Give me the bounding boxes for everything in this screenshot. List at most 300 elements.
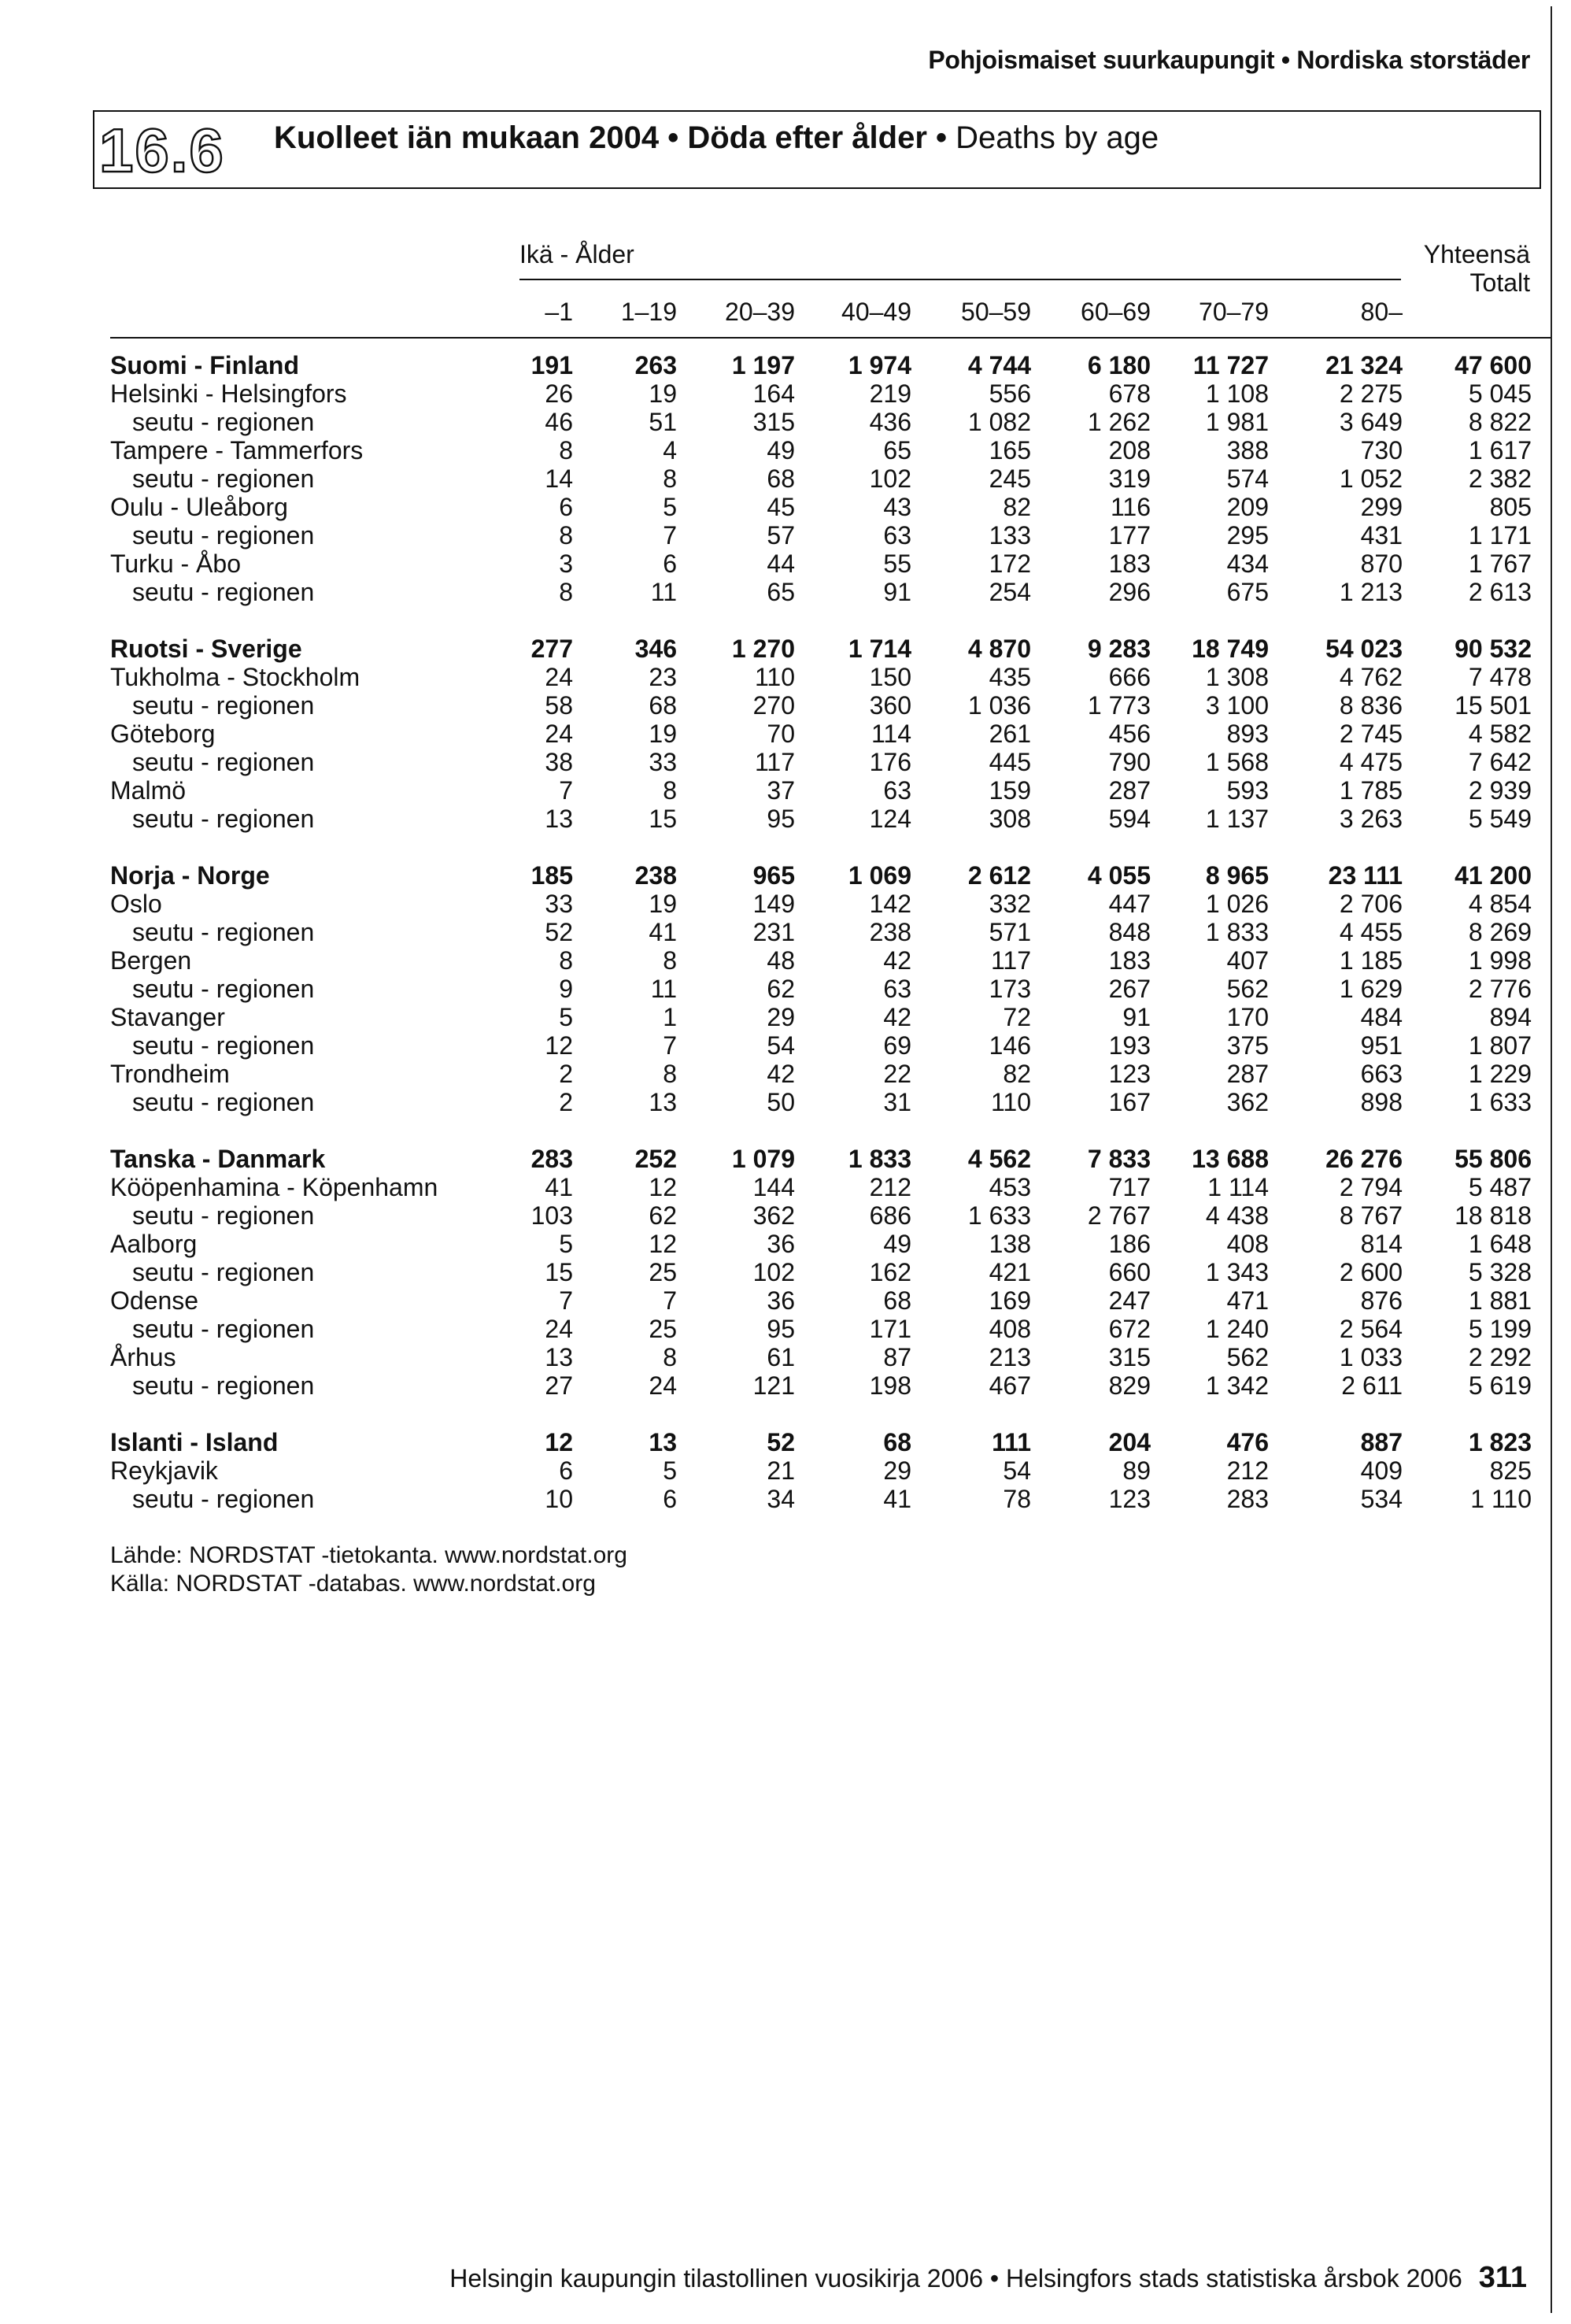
- table-cell: 254: [989, 578, 1031, 606]
- row-label: seutu - regionen: [132, 1088, 315, 1116]
- table-cell: 436: [869, 408, 911, 436]
- table-cell: 1 342: [1205, 1371, 1269, 1400]
- table-cell: 360: [869, 691, 911, 720]
- table-cell: 431: [1360, 521, 1403, 550]
- table-cell: 133: [989, 521, 1031, 550]
- column-header: 50–59: [961, 298, 1031, 326]
- page-number: 311: [1478, 2261, 1527, 2294]
- table-cell: 556: [989, 379, 1031, 408]
- table-cell: 52: [545, 918, 573, 946]
- table-cell: 1 714: [848, 635, 911, 663]
- table-cell: 308: [989, 805, 1031, 833]
- table-cell: 219: [869, 379, 911, 408]
- table-cell: 894: [1489, 1003, 1532, 1031]
- table-cell: 11 727: [1192, 351, 1269, 379]
- table-row: [0, 379, 1571, 408]
- table-cell: 2 611: [1341, 1371, 1403, 1400]
- table-cell: 825: [1489, 1456, 1532, 1485]
- table-number: 16.6: [99, 116, 225, 185]
- table-cell: 4 455: [1339, 918, 1403, 946]
- table-cell: 594: [1108, 805, 1151, 833]
- table-cell: 571: [989, 918, 1031, 946]
- page-footer: [449, 2261, 1527, 2295]
- table-cell: 2 706: [1339, 890, 1403, 918]
- table-cell: 46: [545, 408, 573, 436]
- column-header: 20–39: [725, 298, 795, 326]
- row-label: seutu - regionen: [132, 691, 315, 720]
- table-cell: 102: [869, 464, 911, 493]
- header-rule: [110, 337, 1551, 339]
- table-cell: 26 276: [1325, 1145, 1403, 1173]
- table-cell: 78: [1003, 1485, 1031, 1513]
- table-cell: 231: [752, 918, 795, 946]
- table-cell: 408: [1226, 1230, 1269, 1258]
- table-cell: 117: [990, 946, 1031, 975]
- table-cell: 1 773: [1087, 691, 1151, 720]
- table-cell: 62: [649, 1201, 677, 1230]
- row-label: Tanska - Danmark: [110, 1145, 326, 1173]
- table-cell: 252: [634, 1145, 677, 1173]
- table-cell: 102: [752, 1258, 795, 1286]
- table-cell: 142: [869, 890, 911, 918]
- row-label: seutu - regionen: [132, 408, 315, 436]
- table-cell: 70: [767, 720, 795, 748]
- row-label: Kööpenhamina - Köpenhamn: [110, 1173, 438, 1201]
- column-header: 60–69: [1081, 298, 1151, 326]
- table-cell: 123: [1108, 1485, 1151, 1513]
- table-row: [0, 408, 1571, 436]
- table-cell: 24: [649, 1371, 677, 1400]
- row-label: seutu - regionen: [132, 1315, 315, 1343]
- table-cell: 1 648: [1468, 1230, 1532, 1258]
- table-cell: 173: [989, 975, 1031, 1003]
- table-cell: 2 292: [1468, 1343, 1532, 1371]
- table-cell: 1 633: [967, 1201, 1031, 1230]
- table-cell: 8: [663, 464, 677, 493]
- section-gap: [0, 833, 1571, 861]
- table-cell: 1 974: [848, 351, 911, 379]
- table-cell: 24: [545, 663, 573, 691]
- column-header: 80–: [1360, 298, 1403, 326]
- table-cell: 319: [1108, 464, 1151, 493]
- row-label: seutu - regionen: [132, 578, 315, 606]
- table-cell: 1 833: [848, 1145, 911, 1173]
- table-cell: 29: [767, 1003, 795, 1031]
- table-cell: 2 564: [1339, 1315, 1403, 1343]
- table-cell: 44: [767, 550, 795, 578]
- table-cell: 12: [545, 1031, 573, 1060]
- table-row: [0, 1088, 1571, 1116]
- table-cell: 238: [869, 918, 911, 946]
- table-cell: 4 870: [967, 635, 1031, 663]
- table-cell: 34: [767, 1485, 795, 1513]
- table-cell: 7: [663, 1286, 677, 1315]
- table-row: [0, 1060, 1571, 1088]
- table-cell: 456: [1108, 720, 1151, 748]
- table-cell: 1 213: [1339, 578, 1403, 606]
- table-cell: 87: [883, 1343, 911, 1371]
- table-cell: 208: [1108, 436, 1151, 464]
- table-cell: 212: [1226, 1456, 1269, 1485]
- table-cell: 790: [1108, 748, 1151, 776]
- footer-text: Helsingin kaupungin tilastollinen vuosikirja 2006 • Helsingfors stads statistiska årsbok 2006: [449, 2264, 1462, 2293]
- table-cell: 193: [1108, 1031, 1151, 1060]
- table-row: [0, 946, 1571, 975]
- table-cell: 1 785: [1339, 776, 1403, 805]
- table-row: [0, 918, 1571, 946]
- table-cell: 434: [1226, 550, 1269, 578]
- table-cell: 277: [530, 635, 573, 663]
- country-total-row: [0, 1145, 1571, 1173]
- table-cell: 68: [649, 691, 677, 720]
- table-cell: 8: [663, 1343, 677, 1371]
- table-cell: 407: [1226, 946, 1269, 975]
- table-cell: 6: [663, 550, 677, 578]
- table-cell: 18 818: [1455, 1201, 1532, 1230]
- table-cell: 4 762: [1339, 663, 1403, 691]
- row-label: Helsinki - Helsingfors: [110, 379, 347, 408]
- table-cell: 26: [545, 379, 573, 408]
- table-cell: 2 612: [967, 861, 1031, 890]
- table-cell: 68: [767, 464, 795, 493]
- row-label: Göteborg: [110, 720, 216, 748]
- table-cell: 183: [1108, 946, 1151, 975]
- table-cell: 7: [663, 1031, 677, 1060]
- row-label: seutu - regionen: [132, 748, 315, 776]
- row-label: seutu - regionen: [132, 464, 315, 493]
- table-cell: 8 965: [1205, 861, 1269, 890]
- table-cell: 1 033: [1339, 1343, 1403, 1371]
- table-row: [0, 1343, 1571, 1371]
- row-label: seutu - regionen: [132, 1201, 315, 1230]
- table-cell: 18 749: [1192, 635, 1269, 663]
- table-cell: 2: [559, 1060, 573, 1088]
- table-cell: 445: [989, 748, 1031, 776]
- table-cell: 1 633: [1468, 1088, 1532, 1116]
- table-cell: 57: [767, 521, 795, 550]
- table-cell: 2 776: [1468, 975, 1532, 1003]
- table-cell: 409: [1360, 1456, 1403, 1485]
- table-cell: 295: [1226, 521, 1269, 550]
- table-cell: 24: [545, 720, 573, 748]
- table-cell: 6 180: [1087, 351, 1151, 379]
- table-cell: 574: [1226, 464, 1269, 493]
- table-cell: 19: [649, 720, 677, 748]
- table-cell: 23 111: [1328, 861, 1403, 890]
- table-cell: 95: [767, 805, 795, 833]
- table-cell: 37: [767, 776, 795, 805]
- table-cell: 11: [650, 578, 677, 606]
- table-cell: 663: [1360, 1060, 1403, 1088]
- table-cell: 33: [545, 890, 573, 918]
- row-label: Suomi - Finland: [110, 351, 299, 379]
- table-row: [0, 1003, 1571, 1031]
- table-cell: 1 270: [731, 635, 795, 663]
- table-cell: 91: [883, 578, 911, 606]
- table-cell: 8 767: [1339, 1201, 1403, 1230]
- table-cell: 138: [989, 1230, 1031, 1258]
- table-cell: 212: [869, 1173, 911, 1201]
- table-cell: 848: [1108, 918, 1151, 946]
- table-cell: 55 806: [1455, 1145, 1532, 1173]
- table-cell: 13: [545, 805, 573, 833]
- table-cell: 467: [989, 1371, 1031, 1400]
- table-cell: 5: [663, 493, 677, 521]
- table-cell: 5 619: [1468, 1371, 1532, 1400]
- table-cell: 11: [650, 975, 677, 1003]
- table-cell: 1 082: [967, 408, 1031, 436]
- table-cell: 19: [649, 890, 677, 918]
- age-group-label: Ikä - Ålder: [519, 240, 634, 268]
- section-gap: [0, 606, 1571, 635]
- row-label: Oslo: [110, 890, 162, 918]
- table-cell: 33: [649, 748, 677, 776]
- table-cell: 7 642: [1468, 748, 1532, 776]
- table-row: [0, 550, 1571, 578]
- table-cell: 1 629: [1339, 975, 1403, 1003]
- table-cell: 375: [1226, 1031, 1269, 1060]
- row-label: Malmö: [110, 776, 187, 805]
- table-cell: 90 532: [1455, 635, 1532, 663]
- table-cell: 1 262: [1087, 408, 1151, 436]
- table-cell: 6: [663, 1485, 677, 1513]
- table-cell: 5 328: [1468, 1258, 1532, 1286]
- table-cell: 121: [752, 1371, 795, 1400]
- table-cell: 36: [767, 1286, 795, 1315]
- table-cell: 660: [1108, 1258, 1151, 1286]
- table-cell: 672: [1108, 1315, 1151, 1343]
- row-label: Odense: [110, 1286, 199, 1315]
- column-header: 40–49: [841, 298, 911, 326]
- table-cell: 1 833: [1205, 918, 1269, 946]
- table-cell: 1 079: [731, 1145, 795, 1173]
- table-cell: 7: [559, 1286, 573, 1315]
- table-cell: 876: [1360, 1286, 1403, 1315]
- row-label: seutu - regionen: [132, 521, 315, 550]
- table-cell: 146: [989, 1031, 1031, 1060]
- table-cell: 68: [883, 1286, 911, 1315]
- table-cell: 2: [559, 1088, 573, 1116]
- table-cell: 162: [869, 1258, 911, 1286]
- table-cell: 1 108: [1205, 379, 1269, 408]
- column-header: 70–79: [1199, 298, 1269, 326]
- table-cell: 870: [1360, 550, 1403, 578]
- column-header: 1–19: [620, 298, 677, 326]
- table-cell: 263: [634, 351, 677, 379]
- table-cell: 41: [883, 1485, 911, 1513]
- table-cell: 299: [1360, 493, 1403, 521]
- table-cell: 65: [767, 578, 795, 606]
- table-cell: 25: [649, 1258, 677, 1286]
- table-cell: 898: [1360, 1088, 1403, 1116]
- row-label: seutu - regionen: [132, 918, 315, 946]
- table-cell: 1 767: [1468, 550, 1532, 578]
- table-cell: 42: [883, 1003, 911, 1031]
- table-row: [0, 776, 1571, 805]
- table-cell: 814: [1360, 1230, 1403, 1258]
- table-cell: 315: [752, 408, 795, 436]
- table-cell: 63: [883, 975, 911, 1003]
- table-cell: 51: [649, 408, 677, 436]
- table-cell: 170: [1226, 1003, 1269, 1031]
- table-cell: 562: [1226, 975, 1269, 1003]
- table-cell: 89: [1122, 1456, 1151, 1485]
- title-separator: •: [667, 120, 679, 155]
- table-cell: 1 568: [1205, 748, 1269, 776]
- table-cell: 678: [1108, 379, 1151, 408]
- table-cell: 19: [649, 379, 677, 408]
- table-row: [0, 1485, 1571, 1513]
- table-cell: 167: [1108, 1088, 1151, 1116]
- table-cell: 5: [559, 1230, 573, 1258]
- table-cell: 49: [883, 1230, 911, 1258]
- table-cell: 165: [989, 436, 1031, 464]
- table-cell: 41: [649, 918, 677, 946]
- table-cell: 183: [1108, 550, 1151, 578]
- table-cell: 4 562: [967, 1145, 1031, 1173]
- table-cell: 172: [989, 550, 1031, 578]
- running-header: Pohjoismaiset suurkaupungit • Nordiska storstäder: [928, 46, 1530, 74]
- table-cell: 4: [663, 436, 677, 464]
- table-cell: 12: [545, 1428, 573, 1456]
- table-cell: 315: [1108, 1343, 1151, 1371]
- table-cell: 4 475: [1339, 748, 1403, 776]
- table-cell: 2 794: [1339, 1173, 1403, 1201]
- table-row: [0, 1286, 1571, 1315]
- table-cell: 1 114: [1207, 1173, 1269, 1201]
- table-row: [0, 1173, 1571, 1201]
- table-cell: 965: [752, 861, 795, 890]
- table-cell: 49: [767, 436, 795, 464]
- table-cell: 1 052: [1339, 464, 1403, 493]
- table-row: [0, 1371, 1571, 1400]
- table-cell: 72: [1003, 1003, 1031, 1031]
- table-cell: 54 023: [1325, 635, 1403, 663]
- table-cell: 2 275: [1339, 379, 1403, 408]
- column-header-row: [0, 298, 1571, 329]
- table-cell: 296: [1108, 578, 1151, 606]
- table-cell: 23: [649, 663, 677, 691]
- total-label-sv: Totalt: [1469, 268, 1530, 297]
- table-row: [0, 464, 1571, 493]
- table-cell: 63: [883, 776, 911, 805]
- table-cell: 534: [1360, 1485, 1403, 1513]
- row-label: Reykjavik: [110, 1456, 218, 1485]
- row-label: Norja - Norge: [110, 861, 270, 890]
- table-cell: 1 185: [1339, 946, 1403, 975]
- table-cell: 7 833: [1087, 1145, 1151, 1173]
- table-cell: 4 438: [1205, 1201, 1269, 1230]
- table-row: [0, 1201, 1571, 1230]
- table-cell: 1 197: [731, 351, 795, 379]
- table-cell: 267: [1108, 975, 1151, 1003]
- table-cell: 116: [1110, 493, 1151, 521]
- table-cell: 47 600: [1455, 351, 1532, 379]
- table-cell: 7 478: [1468, 663, 1532, 691]
- table-cell: 171: [869, 1315, 911, 1343]
- country-total-row: [0, 635, 1571, 663]
- table-cell: 149: [752, 890, 795, 918]
- table-cell: 110: [754, 663, 795, 691]
- table-cell: 31: [883, 1088, 911, 1116]
- table-cell: 453: [989, 1173, 1031, 1201]
- title-swedish: Döda efter ålder: [687, 120, 927, 155]
- table-cell: 8: [559, 521, 573, 550]
- table-cell: 24: [545, 1315, 573, 1343]
- table-cell: 41: [545, 1173, 573, 1201]
- table-cell: 8: [559, 436, 573, 464]
- table-cell: 1 110: [1470, 1485, 1532, 1513]
- table-cell: 2 600: [1339, 1258, 1403, 1286]
- table-cell: 593: [1226, 776, 1269, 805]
- table-cell: 91: [1122, 1003, 1151, 1031]
- table-cell: 887: [1360, 1428, 1403, 1456]
- table-cell: 388: [1226, 436, 1269, 464]
- table-cell: 42: [883, 946, 911, 975]
- table-cell: 8: [559, 578, 573, 606]
- table-cell: 9 283: [1087, 635, 1151, 663]
- table-row: [0, 805, 1571, 833]
- table-cell: 14: [545, 464, 573, 493]
- table-row: [0, 521, 1571, 550]
- table-cell: 50: [767, 1088, 795, 1116]
- table-row: [0, 578, 1571, 606]
- table-cell: 5: [559, 1003, 573, 1031]
- table-row: [0, 975, 1571, 1003]
- table-cell: 176: [869, 748, 911, 776]
- table-row: [0, 890, 1571, 918]
- table-cell: 13: [649, 1088, 677, 1116]
- age-group-rule: [519, 279, 1401, 280]
- table-cell: 717: [1108, 1173, 1151, 1201]
- table-cell: 8: [559, 946, 573, 975]
- table-row: [0, 748, 1571, 776]
- table-cell: 164: [752, 379, 795, 408]
- table-cell: 41 200: [1455, 861, 1532, 890]
- table-cell: 1 171: [1468, 521, 1532, 550]
- country-total-row: [0, 861, 1571, 890]
- source-note: [110, 1541, 627, 1598]
- table-cell: 8 836: [1339, 691, 1403, 720]
- table-cell: 61: [767, 1343, 795, 1371]
- table-cell: 805: [1489, 493, 1532, 521]
- table-cell: 346: [634, 635, 677, 663]
- table-cell: 484: [1360, 1003, 1403, 1031]
- table-cell: 1 617: [1468, 436, 1532, 464]
- row-label: Aalborg: [110, 1230, 198, 1258]
- table-cell: 213: [989, 1343, 1031, 1371]
- row-label: Tampere - Tammerfors: [110, 436, 364, 464]
- table-cell: 686: [869, 1201, 911, 1230]
- table-cell: 421: [989, 1258, 1031, 1286]
- table-cell: 893: [1226, 720, 1269, 748]
- row-label: seutu - regionen: [132, 1258, 315, 1286]
- table-cell: 7: [559, 776, 573, 805]
- table-cell: 1 881: [1468, 1286, 1532, 1315]
- table-cell: 1 308: [1205, 663, 1269, 691]
- row-label: seutu - regionen: [132, 975, 315, 1003]
- table-cell: 69: [883, 1031, 911, 1060]
- table-cell: 2 382: [1468, 464, 1532, 493]
- table-cell: 5 199: [1468, 1315, 1532, 1343]
- table-cell: 8: [663, 776, 677, 805]
- table-cell: 2 613: [1468, 578, 1532, 606]
- table-cell: 21: [767, 1456, 795, 1485]
- table-cell: 1 229: [1468, 1060, 1532, 1088]
- table-cell: 5 549: [1468, 805, 1532, 833]
- table-cell: 45: [767, 493, 795, 521]
- table-cell: 111: [992, 1428, 1031, 1456]
